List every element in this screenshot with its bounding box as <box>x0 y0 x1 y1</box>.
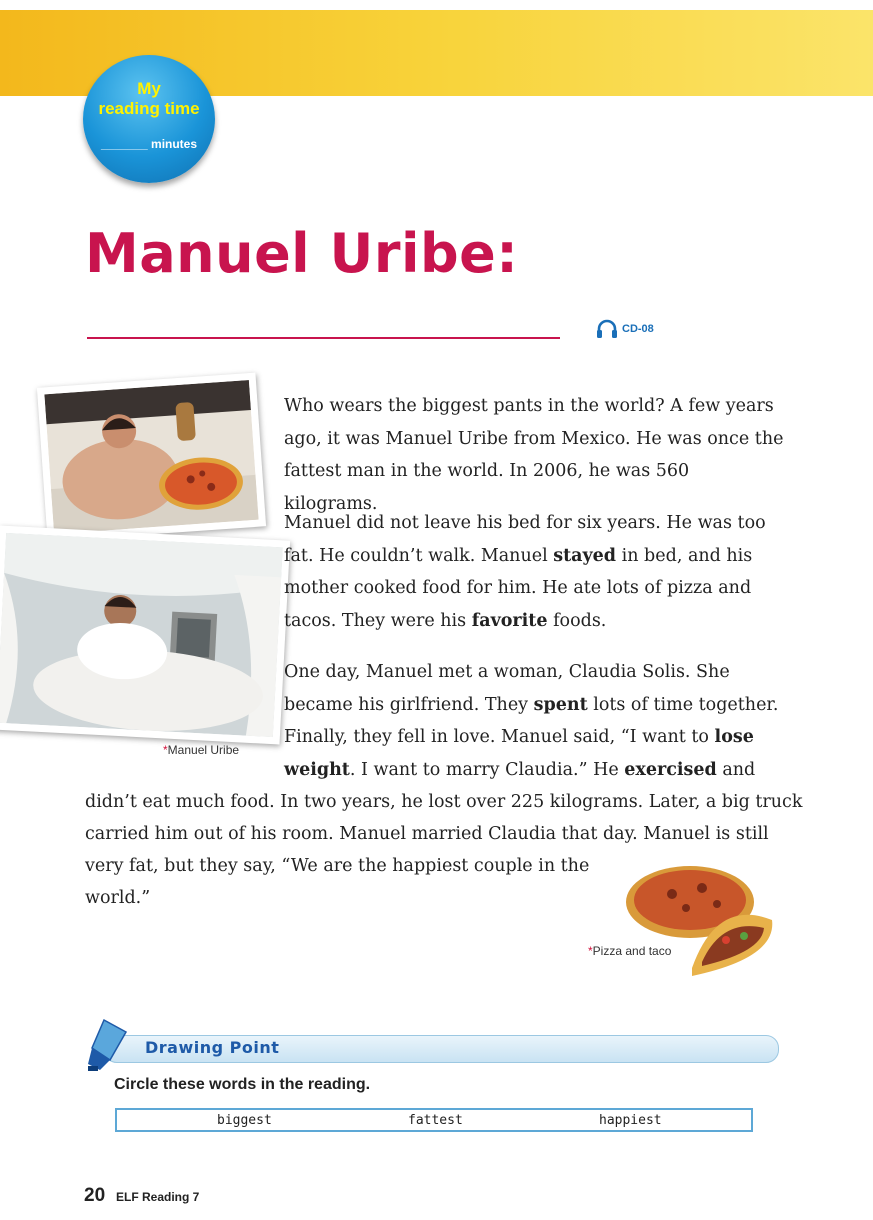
badge-line-3: _______ minutes <box>100 137 198 151</box>
paragraph-2: Manuel did not leave his bed for six years. He was too fat. He couldn’t walk. Manuel stayed in bed, and his mother cooked food for him. He ate lots of pizza and tacos. They were his favorite foods. <box>284 513 766 631</box>
photo-caption-text: Manuel Uribe <box>167 743 240 757</box>
highlighter-icon <box>86 1018 132 1074</box>
paragraph-1: Who wears the biggest pants in the world? A few years ago, it was Manuel Uribe from Mexico. He was once the fattest man in the world. In 2006, he was 560 kilograms. <box>284 396 784 514</box>
badge-line-2: reading time <box>98 99 200 118</box>
title-underline <box>87 337 560 339</box>
word-fattest: fattest <box>408 1113 463 1128</box>
drawing-point-instruction: Circle these words in the reading. <box>114 1076 371 1093</box>
vocab-favorite: favorite <box>471 610 548 631</box>
vocab-weight: weight <box>284 759 350 780</box>
paragraph-3-line-5: didn’t eat much food. In two years, he lost over 225 kilograms. Later, a big truck <box>85 792 803 812</box>
paragraph-3-line-8: world.” <box>85 888 151 908</box>
page-number: 20 <box>84 1185 106 1206</box>
food-caption-text: Pizza and taco <box>592 944 672 958</box>
audio-track[interactable] <box>596 318 654 340</box>
audio-track-label: CD-08 <box>622 323 654 335</box>
pizza-taco-image <box>622 858 782 988</box>
reading-time-badge <box>83 55 215 183</box>
vocab-spent: spent <box>533 694 588 715</box>
caption-star: * <box>588 944 593 958</box>
drawing-point-title: Drawing Point <box>145 1038 280 1057</box>
paragraph-3: One day, Manuel met a woman, Claudia Solis. She became his girlfriend. They spent lots of time together. Finally, they fell in love. Manuel said, “I want to lose weight. I want to marry Claudia.” He exercised and <box>284 662 779 780</box>
word-happiest: happiest <box>599 1113 662 1128</box>
caption-star: * <box>163 743 168 757</box>
word-box <box>115 1108 753 1132</box>
food-caption <box>588 944 671 958</box>
paragraph-3-line-6: carried him out of his room. Manuel married Claudia that day. Manuel is still <box>85 824 769 844</box>
book-title: ELF Reading 7 <box>116 1190 200 1204</box>
vocab-lose: lose <box>714 727 754 747</box>
word-biggest: biggest <box>217 1113 272 1128</box>
photo-caption <box>163 743 239 757</box>
vocab-stayed: stayed <box>553 545 617 566</box>
paragraph-3-line-7: very fat, but they say, “We are the happiest couple in the <box>85 856 590 876</box>
page-title: Manuel Uribe: <box>85 222 519 285</box>
photo-manuel-pizza <box>37 373 266 542</box>
headphones-icon <box>596 319 618 339</box>
badge-line-1: My <box>137 79 161 98</box>
photo-manuel-bed <box>0 526 290 745</box>
vocab-exercised: exercised <box>624 759 717 780</box>
